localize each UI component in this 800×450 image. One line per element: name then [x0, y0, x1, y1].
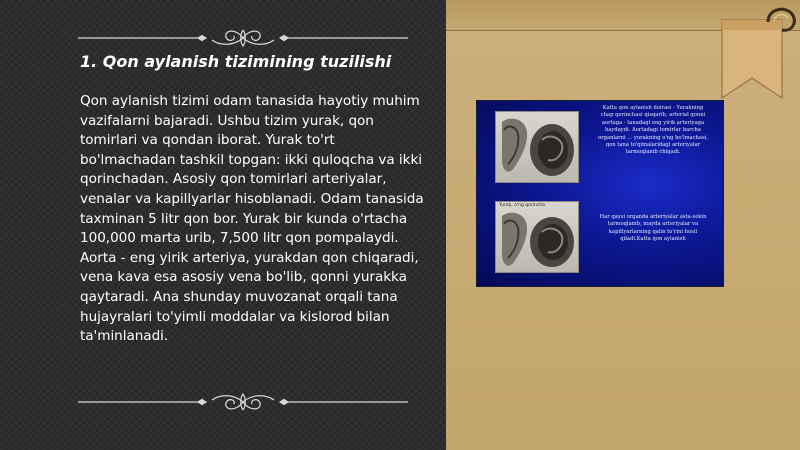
heart-anatomy-photo [495, 111, 579, 183]
heart-circulation-figure [476, 100, 724, 287]
heart-illustration-icon [496, 112, 579, 183]
bottom-flourish-divider [78, 390, 408, 414]
bookmark-ribbon [712, 0, 800, 110]
slide-title: 1. Qon aylanish tizimining tuzilishi [80, 52, 392, 71]
slide-body-text: Qon aylanish tizimi odam tanasida hayotiy muhim vazifalarni bajaradi. Ushbu tizim yurak, qon tomirlari va qondan iborat. Yurak to'rt bo'lmachadan tashkil topgan: ikki quloqcha va ikki qorinchadan. Asosiy qon tomirlari arteriyalar, venalar va kapillyarlar hisoblanadi. Odam tanasida taxminan 5 litr qon bor. Yurak bir kunda o'rtacha 100,000 marta urib, 7,500 litr qon pompalaydi. Aorta - eng yirik arteriya, yurakdan qon chiqaradi, vena kava esa asosiy vena bo'lib, qonni yurakka qaytaradi. Ana shunday muvozanat orqali tana hujayralari to'yimli moddalar va kislorod bilan ta'minlanadi. [80, 93, 424, 345]
photo-label: Yurak, o'ng qorincha [499, 203, 545, 208]
heart-section-photo [495, 201, 579, 273]
figure-caption-bottom: Har qaysi organda arteriyalar asta-sekin tarmoqlanib, mayda arteriyalar va kapillyarlarning qalin to'rini hosil qiladi.Katta qon aylanish [599, 214, 707, 243]
figure-caption-top: Katta qon aylanish doirasi - Yurakning chap qorinchasi qisqarib, arterial qonni aortaga - tanadagi eng yirik arteriyaga haydaydi. Aortadagi tomirlar barcha organlarni ... yurakning o'ng bo'lmachasi, qon tana to'qimalaridagi arteriyalar tarmoqlanib chiqadi. [598, 105, 708, 156]
heart-section-illustration-icon [496, 202, 579, 273]
top-flourish-divider [78, 26, 408, 50]
